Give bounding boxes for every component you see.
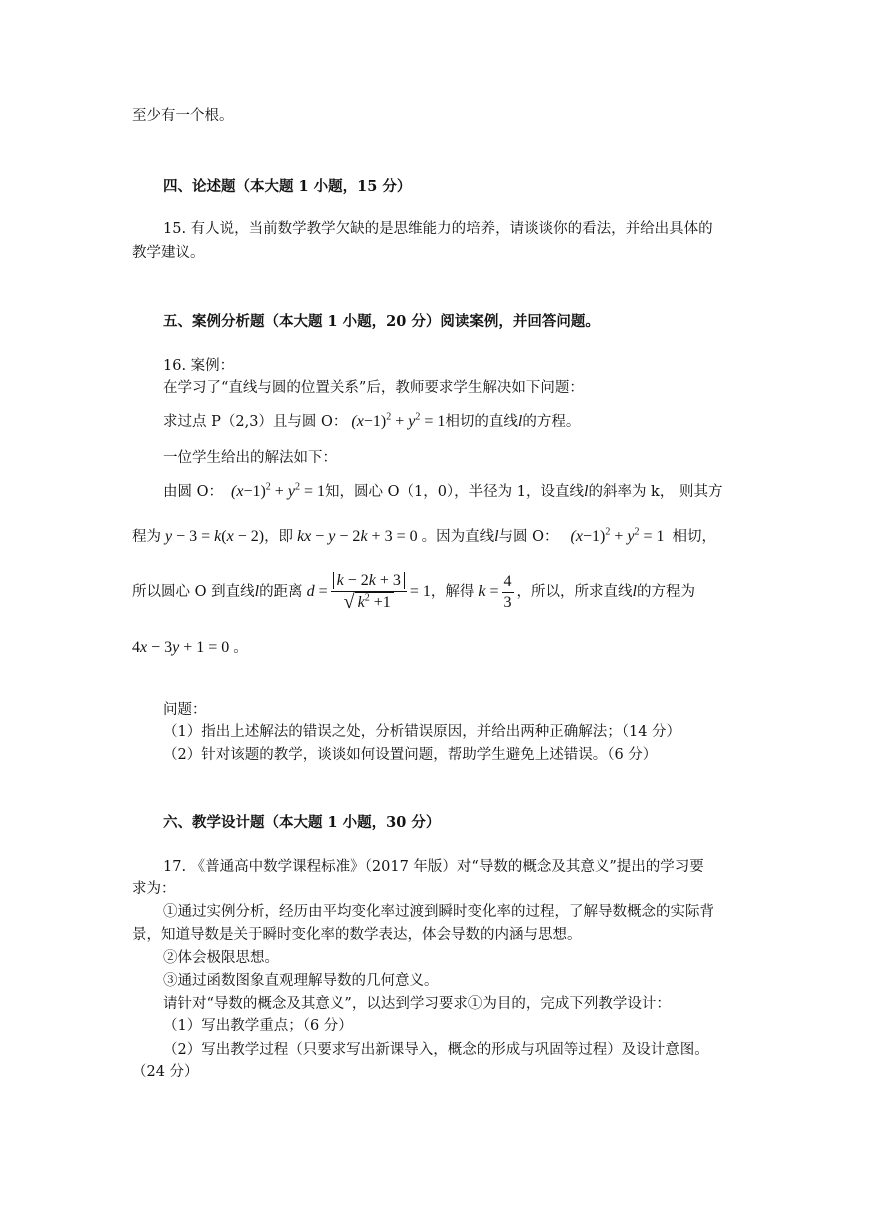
sol3-text-c: ，解得 [430,584,475,600]
circle-equation: $(x-1)^2 + y^2 = 1$ [223,481,325,500]
student-solution-label: 一位学生给出的解法如下： [163,450,337,466]
line-variable: l [584,483,589,500]
line-variable: l [254,583,260,600]
problem-text-a: 求过点 P（2,3）且与圆 O： [163,414,348,430]
question-16-part1: （1）指出上述解法的错误之处，分析错误原因，并给出两种正确解法；（14 分） [163,724,682,740]
line-variable: l [517,413,523,430]
line-equation-point-slope: y − 3 = k(x − 2) [161,528,265,545]
question-17-task: 请针对“导数的概念及其意义”，以达到学习要求①为目的，完成下列教学设计： [163,996,671,1012]
k-value: k = $\frac{4}{3}$ [474,572,512,611]
sol2-text-b: ，即 [264,529,294,545]
question-16-problem [163,412,580,432]
sol4-end: 。 [233,640,248,656]
sol2-text-d: 与圆 O： [498,529,559,545]
sol3-text-b: 的距离 [259,584,303,600]
circle-equation: $(x-1)^2 + y^2 = 1$ [347,411,446,430]
section-heading-4: 四、论述题（本大题 1 小题，15 分） [163,178,412,195]
solution-line-1 [163,482,722,502]
question-17-line2: 求为： [132,881,176,897]
question-16-title: 16. 案例： [163,358,235,374]
sol1-text-a: 由圆 O： [163,484,223,500]
question-15-line2: 教学建议。 [132,245,205,261]
sol1-text-c: 的斜率为 k， 则其方 [588,484,723,500]
questions-label: 问题： [163,702,207,718]
section-heading-6: 六、教学设计题（本大题 1 小题，30 分） [163,814,441,831]
sol2-text-a: 程为 [132,529,161,545]
requirement-3: ③通过函数图象直观理解导数的几何意义。 [163,973,439,989]
sol2-text-c: 。因为直线 [421,529,495,545]
solution-line-4 [132,638,248,658]
line-variable: l [494,528,499,545]
text-line: 至少有一个根。 [132,108,234,124]
problem-text-c: 的方程。 [522,414,581,430]
question-17-line1: 17. 《普通高中数学课程标准》（2017 年版）对“导数的概念及其意义”提出的学习要 [163,859,704,875]
question-16-intro: 在学习了“直线与圆的位置关系”后，教师要求学生解决如下问题： [163,380,584,396]
question-17-task2a: （2）写出教学过程（只要求写出新课导入，概念的形成与巩固等过程）及设计意图。 [163,1042,709,1058]
sol2-text-e: 相切， [672,529,717,545]
sol3-text-a: 所以圆心 O 到直线 [132,584,255,600]
question-17-task1: （1）写出教学重点；（6 分） [163,1018,353,1034]
question-15-line1: 15. 有人说，当前数学教学欠缺的是思维能力的培养，请谈谈你的看法，并给出具体的 [163,221,713,237]
section-heading-5: 五、案例分析题（本大题 1 小题，20 分）阅读案例，并回答问题。 [163,313,600,330]
sol3-text-e: 的方程为 [637,584,695,600]
question-17-task2b: （24 分） [132,1064,199,1080]
solution-line-3 [132,570,695,618]
sol3-text-d: ，所以，所求直线 [516,584,633,600]
requirement-1a: ①通过实例分析，经历由平均变化率过渡到瞬时变化率的过程，了解导数概念的实际背 [163,904,714,920]
line-variable: l [632,583,637,600]
question-16-part2: （2）针对该题的教学，谈谈如何设置问题，帮助学生避免上述错误。（6 分） [163,747,658,763]
solution-line-2 [132,527,716,547]
requirement-1b: 景，知道导数是关于瞬时变化率的数学表达，体会导数的内涵与思想。 [132,927,582,943]
line-equation-general: kx − y − 2k + 3 = 0 [293,528,418,545]
sol1-text-b: 知，圆心 O（1，0），半径为 1，设直线 [324,484,584,500]
answer-equation: 4x − 3y + 1 = 0 [132,639,230,656]
requirement-2: ②体会极限思想。 [163,950,279,966]
distance-formula: d = k − 2k + 3 √ $k^2 +1$ = 1 [302,571,431,613]
problem-text-b: 相切的直线 [445,414,518,430]
circle-equation: $(x-1)^2 + y^2 = 1$ [558,526,665,545]
